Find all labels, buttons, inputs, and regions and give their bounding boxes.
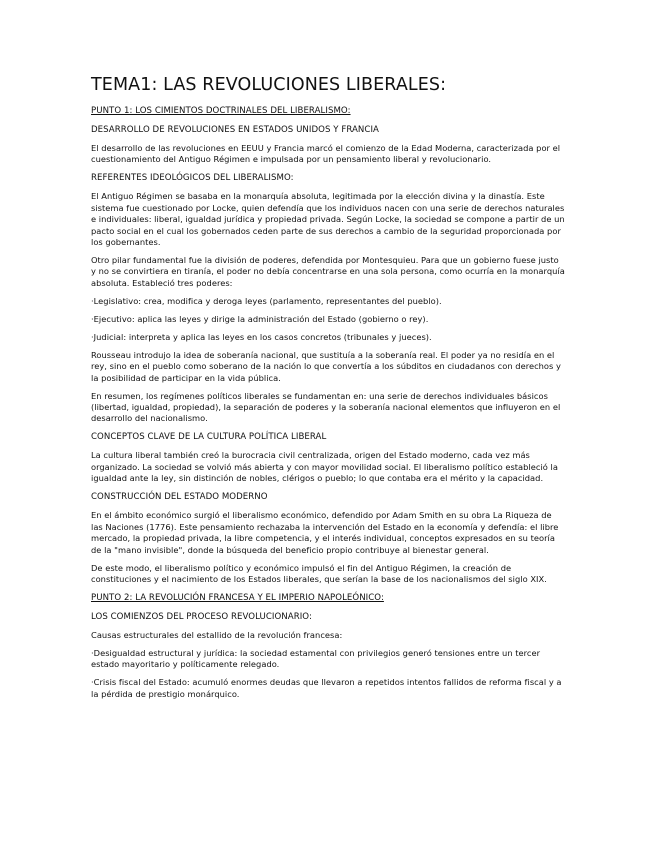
- list-item-ejecutivo: ·Ejecutivo: aplica las leyes y dirige la administración del Estado (gobierno o rey).: [91, 313, 429, 324]
- list-item-crisis-fiscal: ·Crisis fiscal del Estado: acumuló enormes deudas que llevaron a repetidos intentos fallidos de reforma fiscal y a la pérdida de prestigio monárquico.: [91, 677, 562, 699]
- paragraph: La cultura liberal también creó la burocracia civil centralizada, origen del Estado moderno, cada vez más organizado. La sociedad se volvió más abierta y con mayor movilidad social. El liberalismo político estableció la igualdad ante la ley, sin distinción de nobles, clérigos o pueblo; lo que contaba era el mérito y la capacidad.: [91, 450, 558, 484]
- list-item-legislativo: ·Legislativo: crea, modifica y deroga leyes (parlamento, representantes del pueblo).: [91, 295, 442, 306]
- paragraph: De este modo, el liberalismo político y económico impulsó el fin del Antiguo Régimen, la creación de constituciones y el nacimiento de los Estados liberales, que serían la base de los nacionalismos del siglo XIX.: [91, 562, 547, 584]
- subsection-heading: CONCEPTOS CLAVE DE LA CULTURA POLÍTICA LIBERAL: [91, 432, 327, 443]
- section-heading-punto-1: PUNTO 1: LOS CIMIENTOS DOCTRINALES DEL LIBERALISMO:: [91, 106, 351, 116]
- document-title: TEMA1: LAS REVOLUCIONES LIBERALES:: [91, 75, 447, 95]
- subsection-heading: REFERENTES IDEOLÓGICOS DEL LIBERALISMO:: [91, 173, 294, 184]
- paragraph: En el ámbito económico surgió el liberalismo económico, defendido por Adam Smith en su obra La Riqueza de las Naciones (1776). Este pensamiento rechazaba la intervención del Estado en la economía y defendía: el libre mercado, la propiedad privada, la libre competencia, y el interés individual, conceptos expresados en su teoría de la "mano invisible", donde la búsqueda del beneficio propio contribuye al bienestar general.: [91, 510, 559, 555]
- section-heading-punto-2: PUNTO 2: LA REVOLUCIÓN FRANCESA Y EL IMPERIO NAPOLEÓNICO:: [91, 592, 384, 603]
- subsection-heading: LOS COMIENZOS DEL PROCESO REVOLUCIONARIO:: [91, 611, 312, 622]
- paragraph: El desarrollo de las revoluciones en EEUU y Francia marcó el comienzo de la Edad Moderna, caracterizada por el cuestionamiento del Antiguo Régimen e impulsada por un pensamiento liberal y revolucionario.: [91, 143, 561, 165]
- paragraph: El Antiguo Régimen se basaba en la monarquía absoluta, legitimada por la elección divina y la dinastía. Este sistema fue cuestionado por Locke, quien defendía que los individuos nacen con una serie de derechos naturales e individuales: liberal, igualdad jurídica y propiedad privada. Según Locke, la sociedad se compone a partir de un pacto social en el cual los gobernados ceden parte de sus derechos a cambio de la seguridad proporcionada por los gobernantes.: [91, 191, 565, 248]
- subsection-heading: CONSTRUCCIÓN DEL ESTADO MODERNO: [91, 492, 268, 503]
- paragraph: Causas estructurales del estallido de la revolución francesa:: [91, 629, 343, 640]
- paragraph: Otro pilar fundamental fue la división de poderes, defendida por Montesquieu. Para que un gobierno fuese justo y no se convirtiera en tiranía, el poder no debía concentrarse en una sola persona, como ocurría en la monarquía absoluta. Estableció tres poderes:: [91, 255, 565, 288]
- paragraph: Rousseau introdujo la idea de soberanía nacional, que sustituía a la soberanía real. El poder ya no residía en el rey, sino en el pueblo como soberano de la nación lo que convertía a los súbditos en ciudadanos con derechos y la posibilidad de participar en la vida pública.: [91, 349, 561, 383]
- list-item-desigualdad: ·Desigualdad estructural y jurídica: la sociedad estamental con privilegios generó tensiones entre un tercer estado mayoritario y políticamente relegado.: [91, 647, 541, 670]
- document-page: [91, 74, 566, 707]
- list-item-judicial: ·Judicial: interpreta y aplica las leyes en los casos concretos (tribunales y jueces).: [91, 331, 432, 342]
- subsection-heading: DESARROLLO DE REVOLUCIONES EN ESTADOS UNIDOS Y FRANCIA: [91, 125, 379, 135]
- paragraph: En resumen, los regímenes políticos liberales se fundamentan en: una serie de derechos individuales básicos (libertad, igualdad, propiedad), la separación de poderes y la soberanía nacional elementos que influyeron en el desarrollo del nacionalismo.: [91, 390, 561, 424]
